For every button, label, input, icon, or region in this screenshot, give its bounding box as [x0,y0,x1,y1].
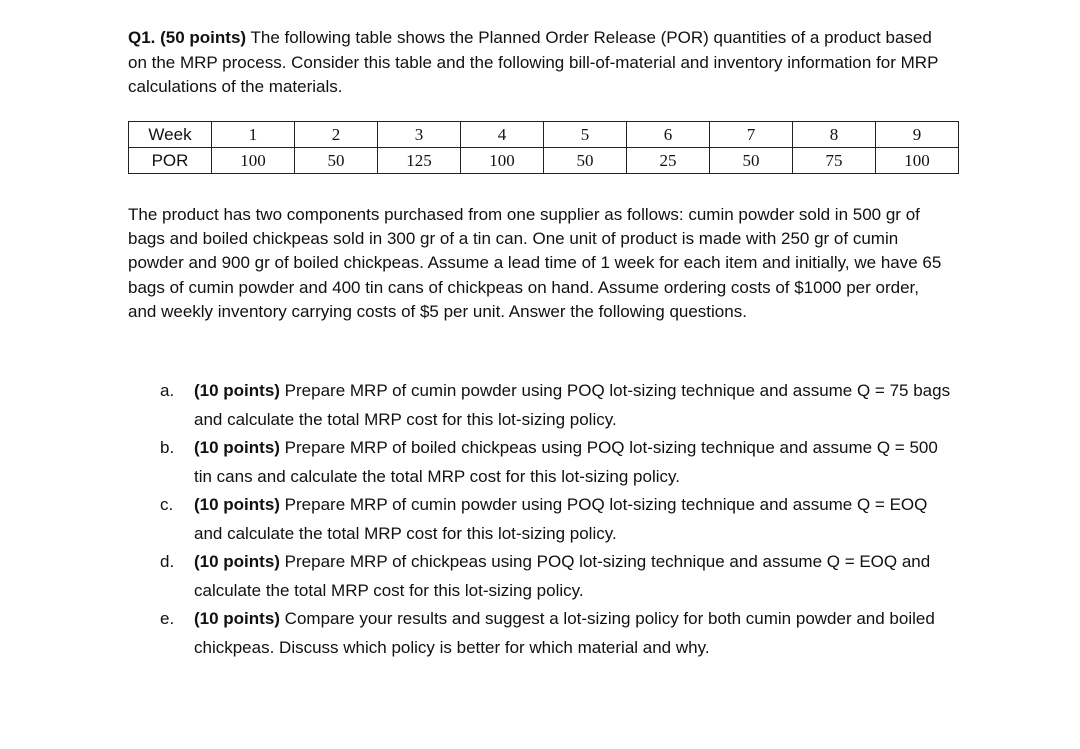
por-cell: 75 [793,148,876,174]
por-cell: 50 [710,148,793,174]
sub-question-points: (10 points) [194,495,280,514]
sub-question-letter: a. [160,381,175,400]
sub-question-points: (10 points) [194,609,280,628]
sub-question-a [160,377,960,434]
sub-question-d [160,548,960,605]
sub-question-text: Prepare MRP of boiled chickpeas using POQ lot-sizing technique and assume Q = 500 tin cans and calculate the total MRP cost for this lot-sizing policy. [194,438,938,486]
problem-description: The product has two components purchased from one supplier as follows: cumin powder sold in 500 gr of bags and boiled chickpeas sold in 300 gr of a tin can. One unit of product is made with 250 gr of cumin powder and 900 gr of boiled chickpeas. Assume a lead time of 1 week for each item and initially, we have 65 bags of cumin powder and 400 tin cans of chickpeas on hand. Assume ordering costs of $1000 per order, and weekly inventory carrying costs of $5 per unit. Answer the following questions. [128,205,942,321]
week-cell: 4 [461,122,544,148]
por-cell: 100 [212,148,295,174]
week-header-cell: Week [129,122,212,148]
week-cell: 9 [876,122,959,148]
sub-question-letter: c. [160,495,174,514]
por-cell: 50 [295,148,378,174]
question-intro [128,26,948,100]
por-row [129,148,959,174]
week-cell: 2 [295,122,378,148]
sub-question-letter: b. [160,438,175,457]
por-header-cell: POR [129,148,212,174]
week-cell: 8 [793,122,876,148]
week-cell: 7 [710,122,793,148]
sub-question-points: (10 points) [194,381,280,400]
por-cell: 100 [461,148,544,174]
question-intro-text: The following table shows the Planned Order Release (POR) quantities of a product based on the MRP process. Consider this table and the following bill-of-material and inventory information for MRP calculations of the materials. [128,28,939,96]
week-cell: 5 [544,122,627,148]
sub-question-text: Compare your results and suggest a lot-sizing policy for both cumin powder and boiled chickpeas. Discuss which policy is better for which material and why. [194,609,935,657]
week-row [129,122,959,148]
por-cell: 125 [378,148,461,174]
question-label: Q1. (50 points) [128,28,247,47]
sub-question-c [160,491,960,548]
sub-question-points: (10 points) [194,438,280,457]
sub-question-text: Prepare MRP of cumin powder using POQ lot-sizing technique and assume Q = EOQ and calculate the total MRP cost for this lot-sizing policy. [194,495,928,543]
por-cell: 50 [544,148,627,174]
sub-question-text: Prepare MRP of cumin powder using POQ lot-sizing technique and assume Q = 75 bags and calculate the total MRP cost for this lot-sizing policy. [194,381,951,429]
week-cell: 1 [212,122,295,148]
por-table [128,121,959,174]
por-cell: 25 [627,148,710,174]
week-cell: 6 [627,122,710,148]
week-cell: 3 [378,122,461,148]
sub-question-text: Prepare MRP of chickpeas using POQ lot-sizing technique and assume Q = EOQ and calculate the total MRP cost for this lot-sizing policy. [194,552,931,600]
sub-question-points: (10 points) [194,552,280,571]
sub-question-letter: e. [160,609,175,628]
por-cell: 100 [876,148,959,174]
sub-questions-list [160,377,960,662]
sub-question-e [160,605,960,662]
sub-question-b [160,434,960,491]
sub-question-letter: d. [160,552,175,571]
